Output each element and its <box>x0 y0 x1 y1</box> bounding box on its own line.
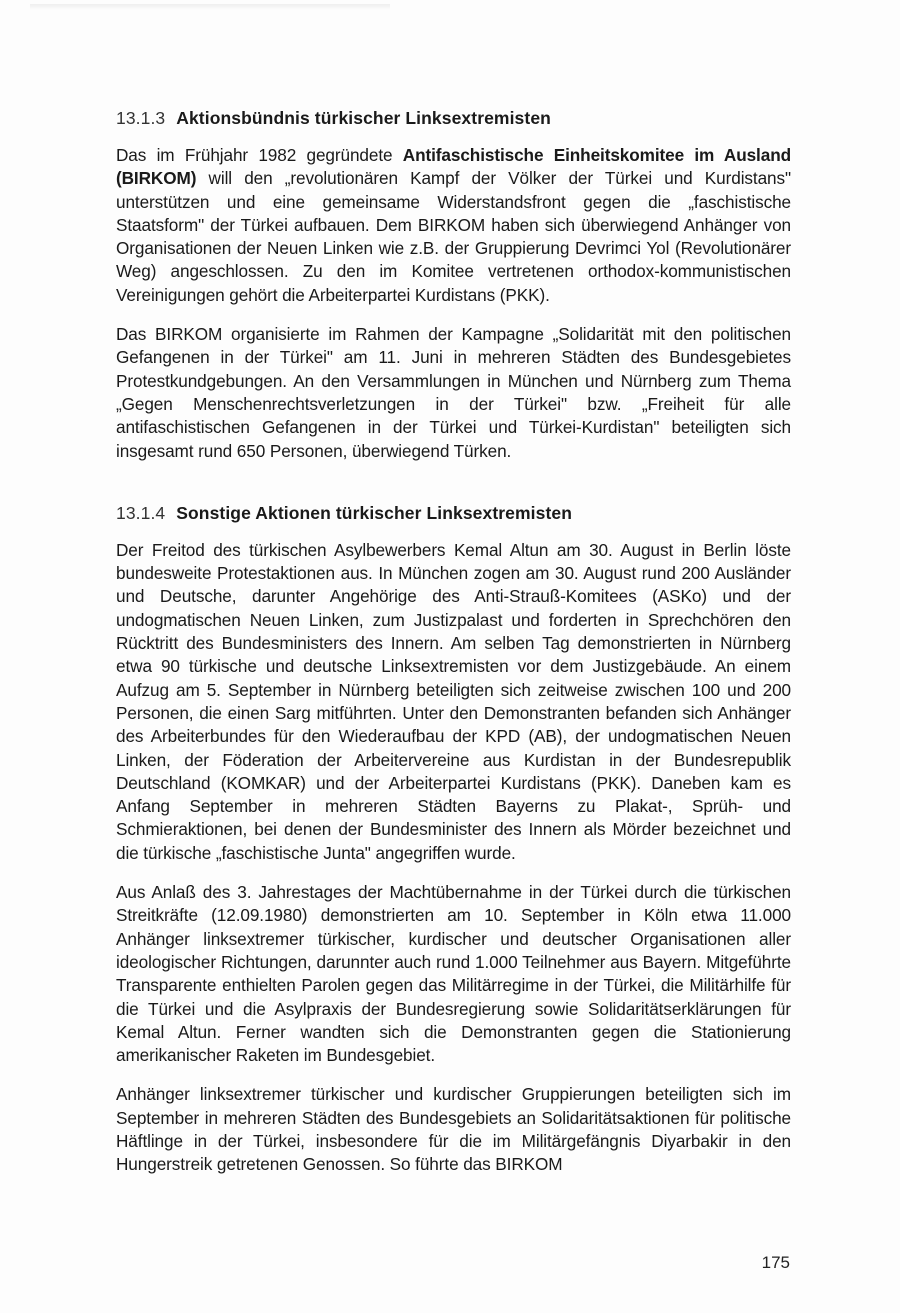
paragraph: Aus Anlaß des 3. Jahrestages der Machtübernahme in der Türkei durch die türkischen Streitkräfte (12.09.1980) demonstrierten am 10. September in Köln etwa 11.000 Anhänger linksextremer türkischer, kurdischer und deutscher Organisationen aller ideologischer Richtungen, darunnter auch rund 1.000 Teilnehmer aus Bayern. Mitgeführte Transparente enthielten Parolen gegen das Militärregime in der Türkei, die Militärhilfe für die Türkei und die Asylpraxis der Bundesregierung sowie Solidaritätserklärungen für Kemal Altun. Ferner wandten sich die Demonstranten gegen die Stationierung amerikanischer Raketen im Bundesgebiet. <box>116 882 791 1066</box>
paragraph-text: Das im Frühjahr 1982 gegründete <box>116 145 403 165</box>
section-heading-13-1-4 <box>116 501 791 525</box>
paragraph: Der Freitod des türkischen Asylbewerbers Kemal Altun am 30. August in Berlin löste bundesweite Protestaktionen aus. In München zogen am 30. August rund 200 Ausländer und Deutsche, darunter Angehörige des Anti-Strauß-Komitees (ASKo) und der undogmatischen Neuen Linken, zum Justizpalast und forderten in Sprechchören den Rücktritt des Bundesministers des Innern. Am selben Tag demonstrierten in Nürnberg etwa 90 türkische und deutsche Linksextremisten vor dem Justizgebäude. An einem Aufzug am 5. September in Nürnberg beteiligten sich zeitweise zwischen 100 und 200 Personen, die einen Sarg mitführten. Unter den Demonstranten befanden sich Anhänger des Arbeiterbundes für den Wiederaufbau der KPD (AB), der undogmatischen Neuen Linken, der Föderation der Arbeitervereine aus Kurdistan in der Bundesrepublik Deutschland (KOMKAR) und der Arbeiterpartei Kurdistans (PKK). Daneben kam es Anfang September in mehreren Städten Bayerns zu Plakat-, Sprüh- und Schmieraktionen, bei denen der Bundesminister des Innern als Mörder bezeichnet und die türkische „faschistische Junta" angegriffen wurde. <box>116 539 791 863</box>
section-number: 13.1.4 <box>116 502 166 523</box>
paragraph-text: will den „revolutionären Kampf der Völker der Türkei und Kurdistans" unterstützen und eine gemeinsame Widerstandsfront gegen die „faschistische Staatsform" der Türkei aufbauen. Dem BIRKOM haben sich überwiegend Anhänger von Organisationen der Neuen Linken wie z.B. der Gruppierung Devrimci Yol (Revolutionärer Weg) angeschlossen. Zu den im Komitee vertretenen orthodox-kommunistischen Vereinigungen gehört die Arbeiterpartei Kurdistans (PKK). <box>116 168 791 305</box>
section-number: 13.1.3 <box>116 108 166 128</box>
paragraph: Das BIRKOM organisierte im Rahmen der Kampagne „Solidarität mit den politischen Gefangenen in der Türkei" am 11. Juni in mehreren Städten des Bundesgebietes Protestkundgebungen. An den Versammlungen in München und Nürnberg zum Thema „Gegen Menschenrechtsverletzungen in der Türkei" bzw. „Freiheit für alle antifaschistischen Gefangenen in der Türkei und Türkei-Kurdistan" beteiligten sich insgesamt rund 650 Personen, überwiegend Türken. <box>116 324 791 461</box>
section-title: Aktionsbündnis türkischer Linksextremisten <box>176 108 551 128</box>
bold-term: Antifaschistische Einheitskomitee im Ausland (BIRKOM) <box>116 145 791 189</box>
section-spacer <box>116 479 791 501</box>
page-content <box>116 106 791 1193</box>
paragraph <box>116 144 791 307</box>
page-number: 175 <box>761 1253 790 1272</box>
section-heading-13-1-3 <box>116 106 791 130</box>
paragraph: Anhänger linksextremer türkischer und kurdischer Gruppierungen beteiligten sich im September in mehreren Städten des Bundesgebiets an Solidaritätsaktionen für politische Häftlinge in der Türkei, insbesondere für die im Militärgefängnis Diyarbakir in den Hungerstreik getretenen Genossen. So führte das BIRKOM <box>116 1084 791 1175</box>
scan-edge-shadow <box>30 4 390 10</box>
section-title: Sonstige Aktionen türkischer Linksextremisten <box>176 502 572 523</box>
